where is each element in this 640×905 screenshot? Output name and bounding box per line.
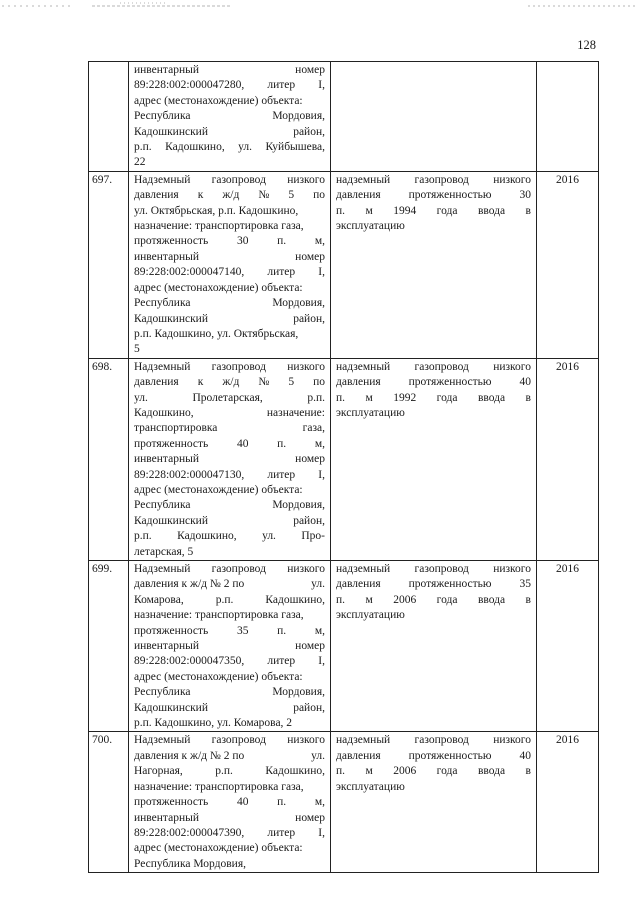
text-line xyxy=(134,140,325,155)
text-line xyxy=(134,498,325,513)
word: Республика xyxy=(134,857,191,870)
word: эксплуатацию xyxy=(336,220,405,233)
word: п. xyxy=(277,437,287,450)
word: м, xyxy=(314,235,325,248)
text-line xyxy=(134,514,325,529)
word: года xyxy=(436,204,458,217)
text-line xyxy=(134,545,325,560)
word: в xyxy=(525,204,531,217)
text-line xyxy=(134,529,325,544)
text-line xyxy=(134,155,325,170)
word: низкого xyxy=(493,734,531,747)
word: р.п. xyxy=(215,765,233,778)
word: Надземный xyxy=(134,360,191,373)
word: летарская, 5 xyxy=(134,545,194,558)
word: инвентарный xyxy=(134,811,199,824)
word: 1992 xyxy=(393,391,417,404)
word: назначение: транспортировка газа, xyxy=(134,609,304,622)
text-line xyxy=(336,391,531,406)
word: в xyxy=(525,391,531,404)
word: I, xyxy=(318,468,325,481)
word: I, xyxy=(318,79,325,92)
word: давления к ж/д № 2 по xyxy=(134,578,245,591)
word: Кадошкино, xyxy=(165,141,225,154)
word: р.п. xyxy=(134,141,152,154)
text-line xyxy=(134,562,325,577)
word: 40 xyxy=(236,796,249,809)
text-line xyxy=(134,468,325,483)
word: литер xyxy=(267,826,296,839)
text-line xyxy=(134,670,325,685)
word: литер xyxy=(267,655,296,668)
word: протяженность xyxy=(134,235,209,248)
text-line xyxy=(134,375,325,390)
word: ж/д xyxy=(222,189,240,202)
word: газопровод xyxy=(211,563,266,575)
text-line xyxy=(336,577,531,592)
word: газопровод xyxy=(211,360,266,373)
word: 40 xyxy=(519,376,531,389)
year-cell: 2016 xyxy=(537,561,599,732)
text-line xyxy=(134,811,325,826)
word: м, xyxy=(314,796,325,809)
word: Про- xyxy=(301,530,325,543)
word: протяженностью xyxy=(408,578,492,591)
word: давления xyxy=(336,749,381,762)
text-line xyxy=(134,281,325,296)
word: п. xyxy=(336,765,346,778)
word: район, xyxy=(293,701,325,714)
word: ввода xyxy=(477,765,506,778)
word: года xyxy=(436,391,458,404)
word: р.п. xyxy=(134,530,152,543)
word: п. xyxy=(336,391,346,404)
word: ввода xyxy=(477,391,506,404)
text-line xyxy=(134,624,325,639)
word: 1994 xyxy=(393,204,417,217)
text-line xyxy=(134,593,325,608)
text-line xyxy=(134,94,325,109)
word: 89:228:002:000047390, xyxy=(134,826,245,839)
word: 5 xyxy=(134,343,140,356)
text-line xyxy=(336,173,531,188)
text-line xyxy=(134,406,325,421)
word: 35 xyxy=(236,624,249,637)
word: в xyxy=(525,593,531,606)
word: 89:228:002:000047140, xyxy=(134,266,245,279)
word: в xyxy=(525,765,531,778)
word: адрес (местонахождение) объекта: xyxy=(134,842,303,855)
word: Кадошкино, xyxy=(265,765,325,778)
word: 2006 xyxy=(393,765,417,778)
word: п. xyxy=(277,796,287,809)
word: протяженность xyxy=(134,437,209,450)
word: Нагорная, xyxy=(134,765,183,778)
text-line xyxy=(336,406,531,421)
description-cell xyxy=(129,358,331,560)
word: I, xyxy=(318,826,325,839)
word: литер xyxy=(267,79,296,92)
text-line xyxy=(336,204,531,219)
word: Кадошкинский xyxy=(134,125,208,138)
word: Кадошкино, xyxy=(265,593,325,606)
word: газа, xyxy=(302,422,325,435)
year-cell xyxy=(537,62,599,172)
year-cell: 2016 xyxy=(537,171,599,358)
text-line xyxy=(134,421,325,436)
text-line xyxy=(134,63,325,78)
word: 22 xyxy=(134,156,146,169)
word: р.п. Кадошкино, ул. Комарова, 2 xyxy=(134,717,293,730)
word: номер xyxy=(295,250,325,263)
word: адрес (местонахождение) объекта: xyxy=(134,670,303,683)
table-row xyxy=(89,732,599,873)
word: назначение: транспортировка газа, xyxy=(134,780,304,793)
word: п. xyxy=(277,235,287,248)
word: инвентарный xyxy=(134,250,199,263)
word: р.п. xyxy=(307,391,325,404)
word: номер xyxy=(295,640,325,653)
scan-artifact-marks xyxy=(0,0,640,14)
word: надземный xyxy=(336,734,391,747)
word: назначение: транспортировка газа, xyxy=(134,220,304,233)
word: газопровод xyxy=(414,360,469,373)
word: Надземный xyxy=(134,173,191,186)
word: Кадошкино, xyxy=(177,530,237,543)
word: протяженность xyxy=(134,796,209,809)
word: надземный xyxy=(336,173,391,186)
description-cell xyxy=(129,732,331,873)
word: ул. xyxy=(238,141,253,154)
text-line xyxy=(134,391,325,406)
word: эксплуатацию xyxy=(336,609,405,622)
word: по xyxy=(313,189,325,202)
characteristics-cell xyxy=(331,62,537,172)
text-line xyxy=(134,234,325,249)
word: № xyxy=(258,376,270,389)
text-line xyxy=(134,577,325,592)
text-line xyxy=(134,109,325,124)
word: Комарова, xyxy=(134,593,184,606)
table-row xyxy=(89,62,599,172)
word: 30 xyxy=(519,189,531,202)
word: низкого xyxy=(287,173,325,186)
word: 5 xyxy=(288,189,295,202)
characteristics-cell xyxy=(331,561,537,732)
word: года xyxy=(436,593,458,606)
text-line xyxy=(336,360,531,375)
word: Пролетарская, xyxy=(192,391,263,404)
word: газопровод xyxy=(211,734,266,747)
text-line xyxy=(336,219,531,234)
word: инвентарный xyxy=(134,453,199,466)
word: протяженностью xyxy=(408,749,492,762)
text-line xyxy=(336,562,531,577)
text-line xyxy=(134,780,325,795)
text-line xyxy=(134,733,325,748)
word: м xyxy=(365,391,373,404)
word: низкого xyxy=(287,360,325,373)
characteristics-cell xyxy=(331,732,537,873)
word: протяженность xyxy=(134,624,209,637)
word: п. xyxy=(336,204,346,217)
description-cell xyxy=(129,561,331,732)
text-line xyxy=(134,219,325,234)
word: р.п. Кадошкино, ул. Октябрьская, xyxy=(134,327,299,340)
year-cell: 2016 xyxy=(537,732,599,873)
word: к xyxy=(197,376,204,389)
text-line xyxy=(134,764,325,779)
word: газопровод xyxy=(414,734,469,747)
row-number-cell: 700. xyxy=(89,732,129,873)
row-number-cell: 697. xyxy=(89,171,129,358)
word: давления xyxy=(336,376,381,389)
word: 89:228:002:000047130, xyxy=(134,468,245,481)
word: ул. xyxy=(311,578,325,591)
word: давления к ж/д № 2 по xyxy=(134,749,245,762)
word: р.п. xyxy=(215,593,234,606)
word: инвентарный xyxy=(134,640,199,653)
text-line xyxy=(134,204,325,219)
text-line xyxy=(336,593,531,608)
text-line xyxy=(134,360,325,375)
row-number-cell: 699. xyxy=(89,561,129,732)
word: адрес (местонахождение) объекта: xyxy=(134,281,303,294)
word: 89:228:002:000047280, xyxy=(134,79,245,92)
text-line xyxy=(134,173,325,188)
word: номер xyxy=(295,453,325,466)
word: эксплуатацию xyxy=(336,780,405,793)
word: надземный xyxy=(336,360,391,373)
word: 89:228:002:000047350, xyxy=(134,655,245,668)
word: эксплуатацию xyxy=(336,406,405,419)
text-line xyxy=(134,483,325,498)
word: газопровод xyxy=(211,173,266,186)
word: 35 xyxy=(519,578,531,591)
word: район, xyxy=(293,514,325,527)
text-line xyxy=(134,826,325,841)
word: Республика xyxy=(134,297,191,310)
word: Республика xyxy=(134,686,191,699)
text-line xyxy=(134,125,325,140)
text-line xyxy=(134,437,325,452)
word: № xyxy=(258,189,270,202)
word: Мордовия, xyxy=(272,499,325,512)
word: давления xyxy=(336,578,381,591)
word: ввода xyxy=(477,204,506,217)
word: м xyxy=(365,204,373,217)
text-line xyxy=(336,733,531,748)
word: 40 xyxy=(236,437,249,450)
word: район, xyxy=(293,312,325,325)
word: протяженностью xyxy=(408,189,492,202)
text-line xyxy=(134,701,325,716)
word: Республика xyxy=(134,110,191,123)
word: давления xyxy=(336,189,381,202)
word: I, xyxy=(318,266,325,279)
word: года xyxy=(436,765,458,778)
text-line xyxy=(336,375,531,390)
text-line xyxy=(134,265,325,280)
text-line xyxy=(134,685,325,700)
word: Кадошкинский xyxy=(134,514,208,527)
word: Мордовия, xyxy=(272,110,325,123)
word: низкого xyxy=(287,563,325,575)
word: давления xyxy=(134,189,179,202)
word: транспортировка xyxy=(134,422,218,435)
word: Куйбышева, xyxy=(265,141,325,154)
word: ул. Октябрьская, р.п. Кадошкино, xyxy=(134,204,299,217)
word: ул. xyxy=(134,391,148,404)
word: инвентарный xyxy=(134,64,199,76)
word: Мордовия, xyxy=(193,857,246,870)
word: газопровод xyxy=(414,173,469,186)
table-row xyxy=(89,171,599,358)
characteristics-cell xyxy=(331,358,537,560)
text-line xyxy=(336,749,531,764)
text-line xyxy=(336,608,531,623)
word: газопровод xyxy=(414,563,469,575)
description-cell xyxy=(129,62,331,172)
text-line xyxy=(134,250,325,265)
year-cell: 2016 xyxy=(537,358,599,560)
word: Республика xyxy=(134,499,191,512)
text-line xyxy=(134,857,325,872)
word: м xyxy=(365,593,373,606)
text-line xyxy=(336,764,531,779)
text-line xyxy=(134,654,325,669)
word: к xyxy=(197,189,204,202)
word: м, xyxy=(314,437,325,450)
text-line xyxy=(336,780,531,795)
property-register-table xyxy=(88,61,599,873)
row-number-cell: 698. xyxy=(89,358,129,560)
text-line xyxy=(134,78,325,93)
word: 40 xyxy=(519,749,531,762)
text-line xyxy=(134,312,325,327)
word: 2006 xyxy=(393,593,417,606)
word: ул. xyxy=(311,749,325,762)
word: Кадошкинский xyxy=(134,312,208,325)
word: номер xyxy=(295,64,325,76)
word: м xyxy=(365,765,373,778)
word: низкого xyxy=(493,173,531,186)
word: низкого xyxy=(493,563,531,575)
text-line xyxy=(336,188,531,203)
word: низкого xyxy=(287,734,325,747)
text-line xyxy=(134,296,325,311)
word: Мордовия, xyxy=(272,297,325,310)
table-row xyxy=(89,358,599,560)
word: Кадошкинский xyxy=(134,701,208,714)
text-line xyxy=(134,716,325,731)
word: ул. xyxy=(262,530,276,543)
word: адрес (местонахождение) объекта: xyxy=(134,483,303,496)
word: протяженностью xyxy=(408,376,492,389)
word: Надземный xyxy=(134,563,191,575)
text-line xyxy=(134,342,325,357)
word: по xyxy=(313,376,325,389)
word: м, xyxy=(314,624,325,637)
text-line xyxy=(134,608,325,623)
word: 5 xyxy=(288,376,295,389)
word: ж/д xyxy=(222,376,240,389)
word: адрес (местонахождение) объекта: xyxy=(134,94,303,107)
word: Мордовия, xyxy=(272,686,325,699)
word: низкого xyxy=(493,360,531,373)
word: литер xyxy=(267,468,296,481)
word: надземный xyxy=(336,563,391,575)
word: Надземный xyxy=(134,734,191,747)
text-line xyxy=(134,841,325,856)
text-line xyxy=(134,327,325,342)
text-line xyxy=(134,452,325,467)
word: п. xyxy=(277,624,287,637)
word: п. xyxy=(336,593,346,606)
characteristics-cell xyxy=(331,171,537,358)
table-row xyxy=(89,561,599,732)
text-line xyxy=(134,749,325,764)
word: 30 xyxy=(236,235,249,248)
word: ввода xyxy=(477,593,506,606)
text-line xyxy=(134,795,325,810)
row-number-cell xyxy=(89,62,129,172)
description-cell xyxy=(129,171,331,358)
word: литер xyxy=(267,266,296,279)
word: назначение: xyxy=(266,406,325,419)
word: район, xyxy=(293,125,325,138)
page-number: 128 xyxy=(577,38,596,52)
word: Кадошкино, xyxy=(134,406,194,419)
text-line xyxy=(134,188,325,203)
word: номер xyxy=(295,811,325,824)
word: давления xyxy=(134,376,179,389)
word: I, xyxy=(318,655,325,668)
text-line xyxy=(134,639,325,654)
